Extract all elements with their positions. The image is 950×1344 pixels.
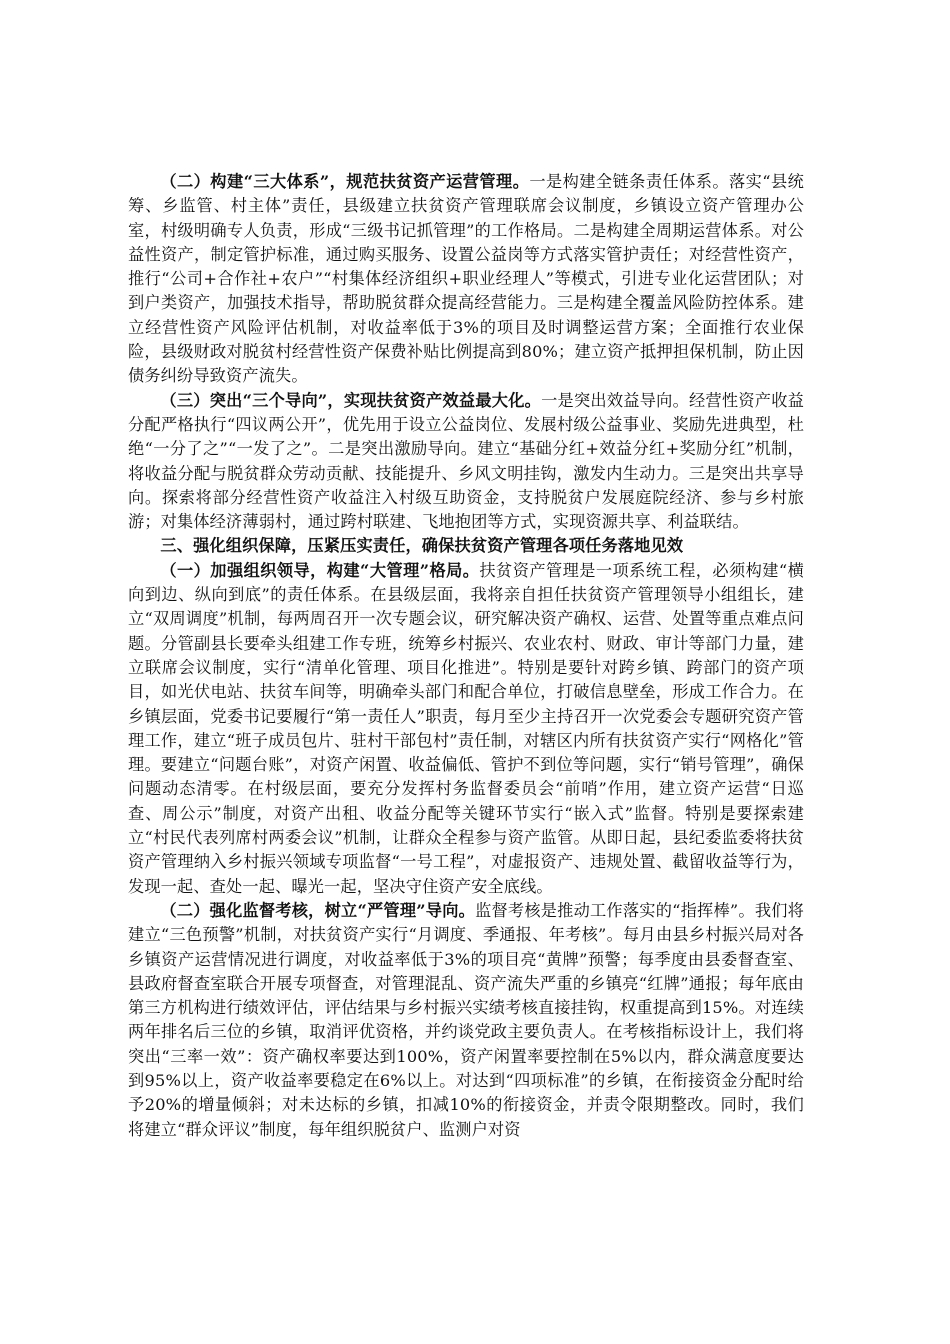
paragraph-text: 扶贫资产管理是一项系统工程，必须构建“横向到边、纵向到底”的责任体系。在县级层面，我将亲自担任扶贫资产管理领导小组组长，建立“双周调度”机制，每两周召开一次专题会议，研究解决资产确权、运营、处置等重点难点问题。分管副县长要牵头组建工作专班，统筹乡村振兴、农业农村、财政、审计等部门力量，建立联席会议制度，实行“清单化管理、项目化推进”。特别是要针对跨乡镇、跨部门的资产项目，如光伏电站、扶贫车间等，明确牵头部门和配合单位，打破信息壁垒，形成工作合力。在乡镇层面，党委书记要履行“第一责任人”职责，每月至少主持召开一次党委会专题研究资产管理工作，建立“班子成员包片、驻村干部包村”责任制，对辖区内所有扶贫资产实行“网格化”管理。要建立“问题台账”，对资产闲置、收益偏低、管护不到位等问题，实行“销号管理”，确保问题动态清零。在村级层面，要充分发挥村务监督委员会“前哨”作用，建立资产运营“日巡查、周公示”制度，对资产出租、收益分配等关键环节实行“嵌入式”监督。特别是要探索建立“村民代表列席村两委会议”机制，让群众全程参与资产监管。从即日起，县纪委监委将扶贫资产管理纳入乡村振兴领域专项监督“一号工程”，对虚报资产、违规处置、截留收益等行为，发现一起、查处一起、曝光一起，坚决守住资产安全底线。 — [128, 560, 804, 896]
paragraph-text: 一是构建全链条责任体系。落实“县统筹、乡监管、村主体”责任，县级建立扶贫资产管理联席会议制度，乡镇设立资产管理办公室，村级明确专人负责，形成“三级书记抓管理”的工作格局。二是构建全周期运营体系。对公益性资产，制定管护标准，通过购买服务、设置公益岗等方式落实管护责任；对经营性资产，推行“公司+合作社+农户”“村集体经济组织+职业经理人”等模式，引进专业化运营团队；对到户类资产，加强技术指导，帮助脱贫群众提高经营能力。三是构建全覆盖风险防控体系。建立经营性资产风险评估机制，对收益率低于3%的项目及时调整运营方案；全面推行农业保险，县级财政对脱贫村经营性资产保费补贴比例提高到80%；建立资产抵押担保机制，防止因债务纠纷导致资产流失。 — [128, 172, 804, 386]
paragraph — [128, 170, 804, 389]
paragraph-text: 一是突出效益导向。经营性资产收益分配严格执行“四议两公开”，优先用于设立公益岗位、发展村级公益事业、奖励先进典型，杜绝“一分了之”“一发了之”。二是突出激励导向。建立“基础分红+效益分红+奖励分红”机制，将收益分配与脱贫群众劳动贡献、技能提升、乡风文明挂钩，激发内生动力。三是突出共享导向。探索将部分经营性资产收益注入村级互助资金，支持脱贫户发展庭院经济、参与乡村旅游；对集体经济薄弱村，通过跨村联建、飞地抱团等方式，实现资源共享、利益联结。 — [128, 390, 804, 532]
paragraph-heading: （二）构建“三大体系”，规范扶贫资产运营管理。 — [160, 172, 530, 191]
paragraph — [128, 559, 804, 899]
paragraph — [128, 899, 804, 1142]
paragraph-text: 监督考核是推动工作落实的“指挥棒”。我们将建立“三色预警”机制，对扶贫资产实行“月调度、季通报、年考核”。每月由县乡村振兴局对各乡镇资产运营情况进行调度，对收益率低于3%的项目亮“黄牌”预警；每季度由县委督查室、县政府督查室联合开展专项督查，对管理混乱、资产流失严重的乡镇亮“红牌”通报；每年底由第三方机构进行绩效评估，评估结果与乡村振兴实绩考核直接挂钩，权重提高到15%。对连续两年排名后三位的乡镇，取消评优资格，并约谈党政主要负责人。在考核指标设计上，我们将突出“三率一效”：资产确权率要达到100%，资产闲置率要控制在5%以内，群众满意度要达到95%以上，资产收益率要稳定在6%以上。对达到“四项标准”的乡镇，在衔接资金分配时给予20%的增量倾斜；对未达标的乡镇，扣减10%的衔接资金，并责令限期整改。同时，我们将建立“群众评议”制度，每年组织脱贫户、监测户对资 — [128, 900, 804, 1139]
section-heading: 三、强化组织保障，压紧压实责任，确保扶贫资产管理各项任务落地见效 — [160, 536, 684, 556]
paragraph-heading: （二）强化监督考核，树立“严管理”导向。 — [160, 900, 476, 920]
paragraph-heading: （三）突出“三个导向”，实现扶贫资产效益最大化。 — [160, 390, 542, 410]
paragraph-heading: （一）加强组织领导，构建“大管理”格局。 — [160, 560, 480, 580]
document-body — [128, 170, 804, 1142]
paragraph — [128, 389, 804, 535]
